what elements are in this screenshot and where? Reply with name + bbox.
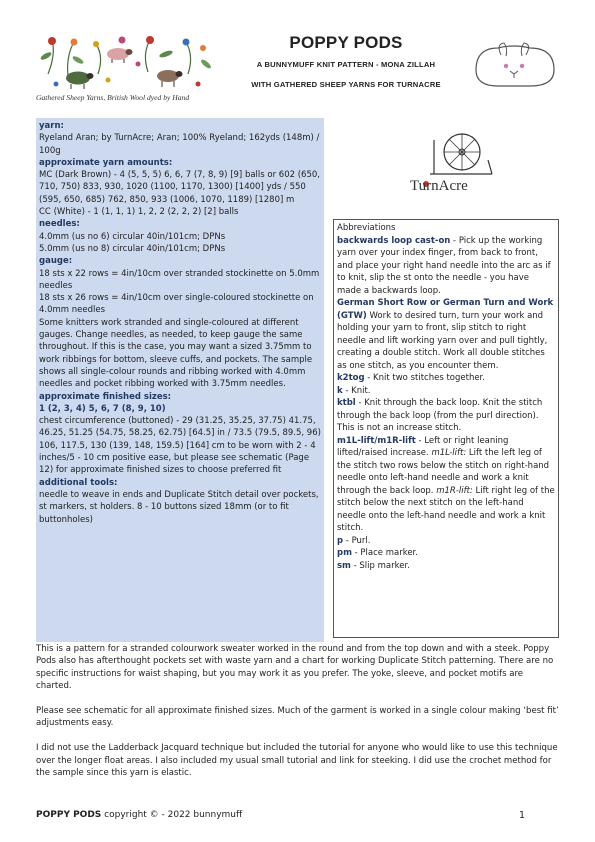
yarn-text: Ryeland Aran; by TurnAcre; Aran; 100% Ryeland; 162yds (148m) / 100g <box>39 133 320 156</box>
abbr-def: - Left or right leaning lifted/raised increase. <box>337 435 509 458</box>
turnacre-logo-text: TurnAcre <box>410 178 468 194</box>
abbr-term: German Short Row or German Turn and Work (GTW) <box>337 298 554 321</box>
footer <box>36 810 242 820</box>
description-paragraph-2: Please see schematic for all approximate finished sizes. Much of the garment is worked in a single colour making ‘best fit’ adjustments easy. <box>36 706 559 729</box>
abbr-italic-term: m1L-lift: <box>431 448 467 458</box>
bunny-logo-icon <box>468 40 560 90</box>
additional-tools-heading: additional tools: <box>39 477 118 488</box>
sizes-list: 1 (2, 3, 4) 5, 6, 7 (8, 9, 10) <box>39 403 166 414</box>
finished-sizes-heading: approximate finished sizes: <box>39 391 172 402</box>
abbr-def: - Place marker. <box>351 548 418 558</box>
abbr-p <box>337 535 555 548</box>
abbr-pm <box>337 547 555 560</box>
turnacre-logo <box>400 130 510 194</box>
abbr-def: - Pick up the working yarn over your index finger, from back to front, and place your right hand needle into the arc as if to knit, slip the st onto the needle - you have made a backwards loop. <box>337 235 551 296</box>
mc-amounts-text: MC (Dark Brown) - 4 (5, 5, 5) 6, 6, 7 (7, 8, 9) [9] balls or 602 (650, 710, 750) 833, 930, 1020 (1100, 1170, 1300) [1400] yds / 550 (595, 650, 685) 762, 850, 933 (1006, 1070, 1189) [1280] m <box>39 170 320 205</box>
abbr-term: sm <box>337 560 351 571</box>
sheep-flower-illustration <box>38 34 213 92</box>
abbr-term: m1L-lift/m1R-lift <box>337 435 416 446</box>
abbr-def: - Purl. <box>343 535 371 546</box>
gauge-note-text: Some knitters work stranded and single-coloured at different gauges. Change needles, as needed, to keep gauge the same throughout. If this is the case, you may want a sized 3.75mm to work ribbings for bottom, sleeve cuffs, and pockets. The sample shows all single-colour rounds and ribbing worked with 4.0mm needles and pocket ribbing worked with 3.75mm needles. <box>39 317 313 390</box>
page-title: POPPY PODS <box>289 33 403 52</box>
abbr-term: ktbl <box>337 398 356 408</box>
description-paragraph-3: I did not use the Ladderback Jacquard technique but included the tutorial for anyone who would like to use this technique over the longer float areas. I also included my usual small tutorial and link for steeking. I did use the crochet method for the sample since this yarn is elastic. <box>36 743 558 779</box>
abbr-k <box>337 385 555 398</box>
gauge-heading: gauge: <box>39 256 73 267</box>
chest-circumference-text: chest circumference (buttoned) - 29 (31.25, 35.25, 37.75) 41.75, 46.25, 51.25 (54.75, 58.25, 62.75) [64.5] in / 73.5 (79.5, 89.5, 96) 106, 117.5, 130 (139, 148, 159.5) [164] cm to be worn with 2 - 4 inches/5 - 10 cm positive ease, but please see schematic (Page 12) for approximate finished sizes to choose preferred fit <box>39 416 321 476</box>
abbr-def: Work to desired turn, turn your work and holding your yarn to front, slip stitch to right needle and lift working yarn over and pull tightly, creating a double stitch. Work all double stitches as one stitch, as you encounter them. <box>337 310 548 371</box>
abbr-sm <box>337 560 555 573</box>
abbr-def: Lift the left leg of the stitch two rows below the stitch on right-hand needle onto left-hand needle and work a knit through the back loop. <box>337 448 550 496</box>
footer-brand: POPPY PODS <box>36 810 102 820</box>
abbr-italic-term: m1R-lift: <box>436 485 473 496</box>
abbr-term: backwards loop cast-on <box>337 235 451 246</box>
needle-4mm-text: 4.0mm (us no 6) circular 40in/101cm; DPNs <box>39 231 226 242</box>
additional-tools-text: needle to weave in ends and Duplicate Stitch detail over pockets, st markers, st holders. 8 - 10 buttons sized 18mm (or to fit buttonholes) <box>39 489 319 525</box>
needle-5mm-text: 5.0mm (us no 8) circular 40in/101cm; DPNs <box>39 243 226 254</box>
yarn-amounts-heading: approximate yarn amounts: <box>39 157 173 168</box>
page-number: 1 <box>519 810 526 821</box>
abbr-def: Lift right leg of the stitch below the next stitch on the left-hand needle onto the left-hand needle and work a knit stitch. <box>337 485 555 533</box>
needles-heading: needles: <box>39 219 80 230</box>
gauge-stranded-text: 18 sts x 22 rows = 4in/10cm over stranded stockinette on 5.0mm needles <box>39 268 320 291</box>
cc-amounts-text: CC (White) - 1 (1, 1, 1) 1, 2, 2 (2, 2, 2) [2] balls <box>39 207 239 218</box>
footer-copyright: copyright © - 2022 bunnymuff <box>101 810 243 820</box>
subtitle-line-2: WITH GATHERED SHEEP YARNS FOR TURNACRE <box>251 80 441 89</box>
abbreviations-title: Abbreviations <box>337 223 396 233</box>
abbr-term: k <box>337 385 343 396</box>
subtitle-line-1: A BUNNYMUFF KNIT PATTERN - MONA ZILLAH <box>256 60 436 69</box>
gauge-single-text: 18 sts x 26 rows = 4in/10cm over single-coloured stockinette on 4.0mm needles <box>39 293 314 316</box>
abbr-german-short-row <box>337 297 555 372</box>
abbr-def: - Knit through the back loop. Knit the stitch through the back loop (from the purl direction). This is not an increase stitch. <box>337 398 543 433</box>
abbr-k2tog <box>337 372 555 385</box>
abbreviations-box <box>333 219 559 638</box>
abbr-def: - Slip marker. <box>350 560 410 571</box>
abbr-term: k2tog <box>337 373 365 383</box>
abbr-m1-lift <box>337 435 555 535</box>
pattern-description <box>36 643 560 792</box>
yarn-heading: yarn: <box>39 121 64 131</box>
header-caption: Gathered Sheep Yarns, British Wool dyed by Hand <box>36 93 190 102</box>
abbr-backwards-loop <box>337 235 555 298</box>
abbr-term: p <box>337 535 344 546</box>
description-paragraph-1: This is a pattern for a stranded colourwork sweater worked in the round and from the top down and with a steek. Poppy Pods also has afterthought pockets set with waste yarn and a chart for working Duplicate Stitch patterning. There are no specific instructions for waist shaping, but you may work it as you prefer. The yoke, sleeve, and pocket motifs are charted. <box>36 644 554 692</box>
abbr-term: pm <box>337 548 352 558</box>
materials-box <box>36 118 324 642</box>
abbr-def: - Knit two stitches together. <box>364 373 485 383</box>
abbr-ktbl <box>337 397 555 435</box>
abbr-def: - Knit. <box>342 385 371 396</box>
